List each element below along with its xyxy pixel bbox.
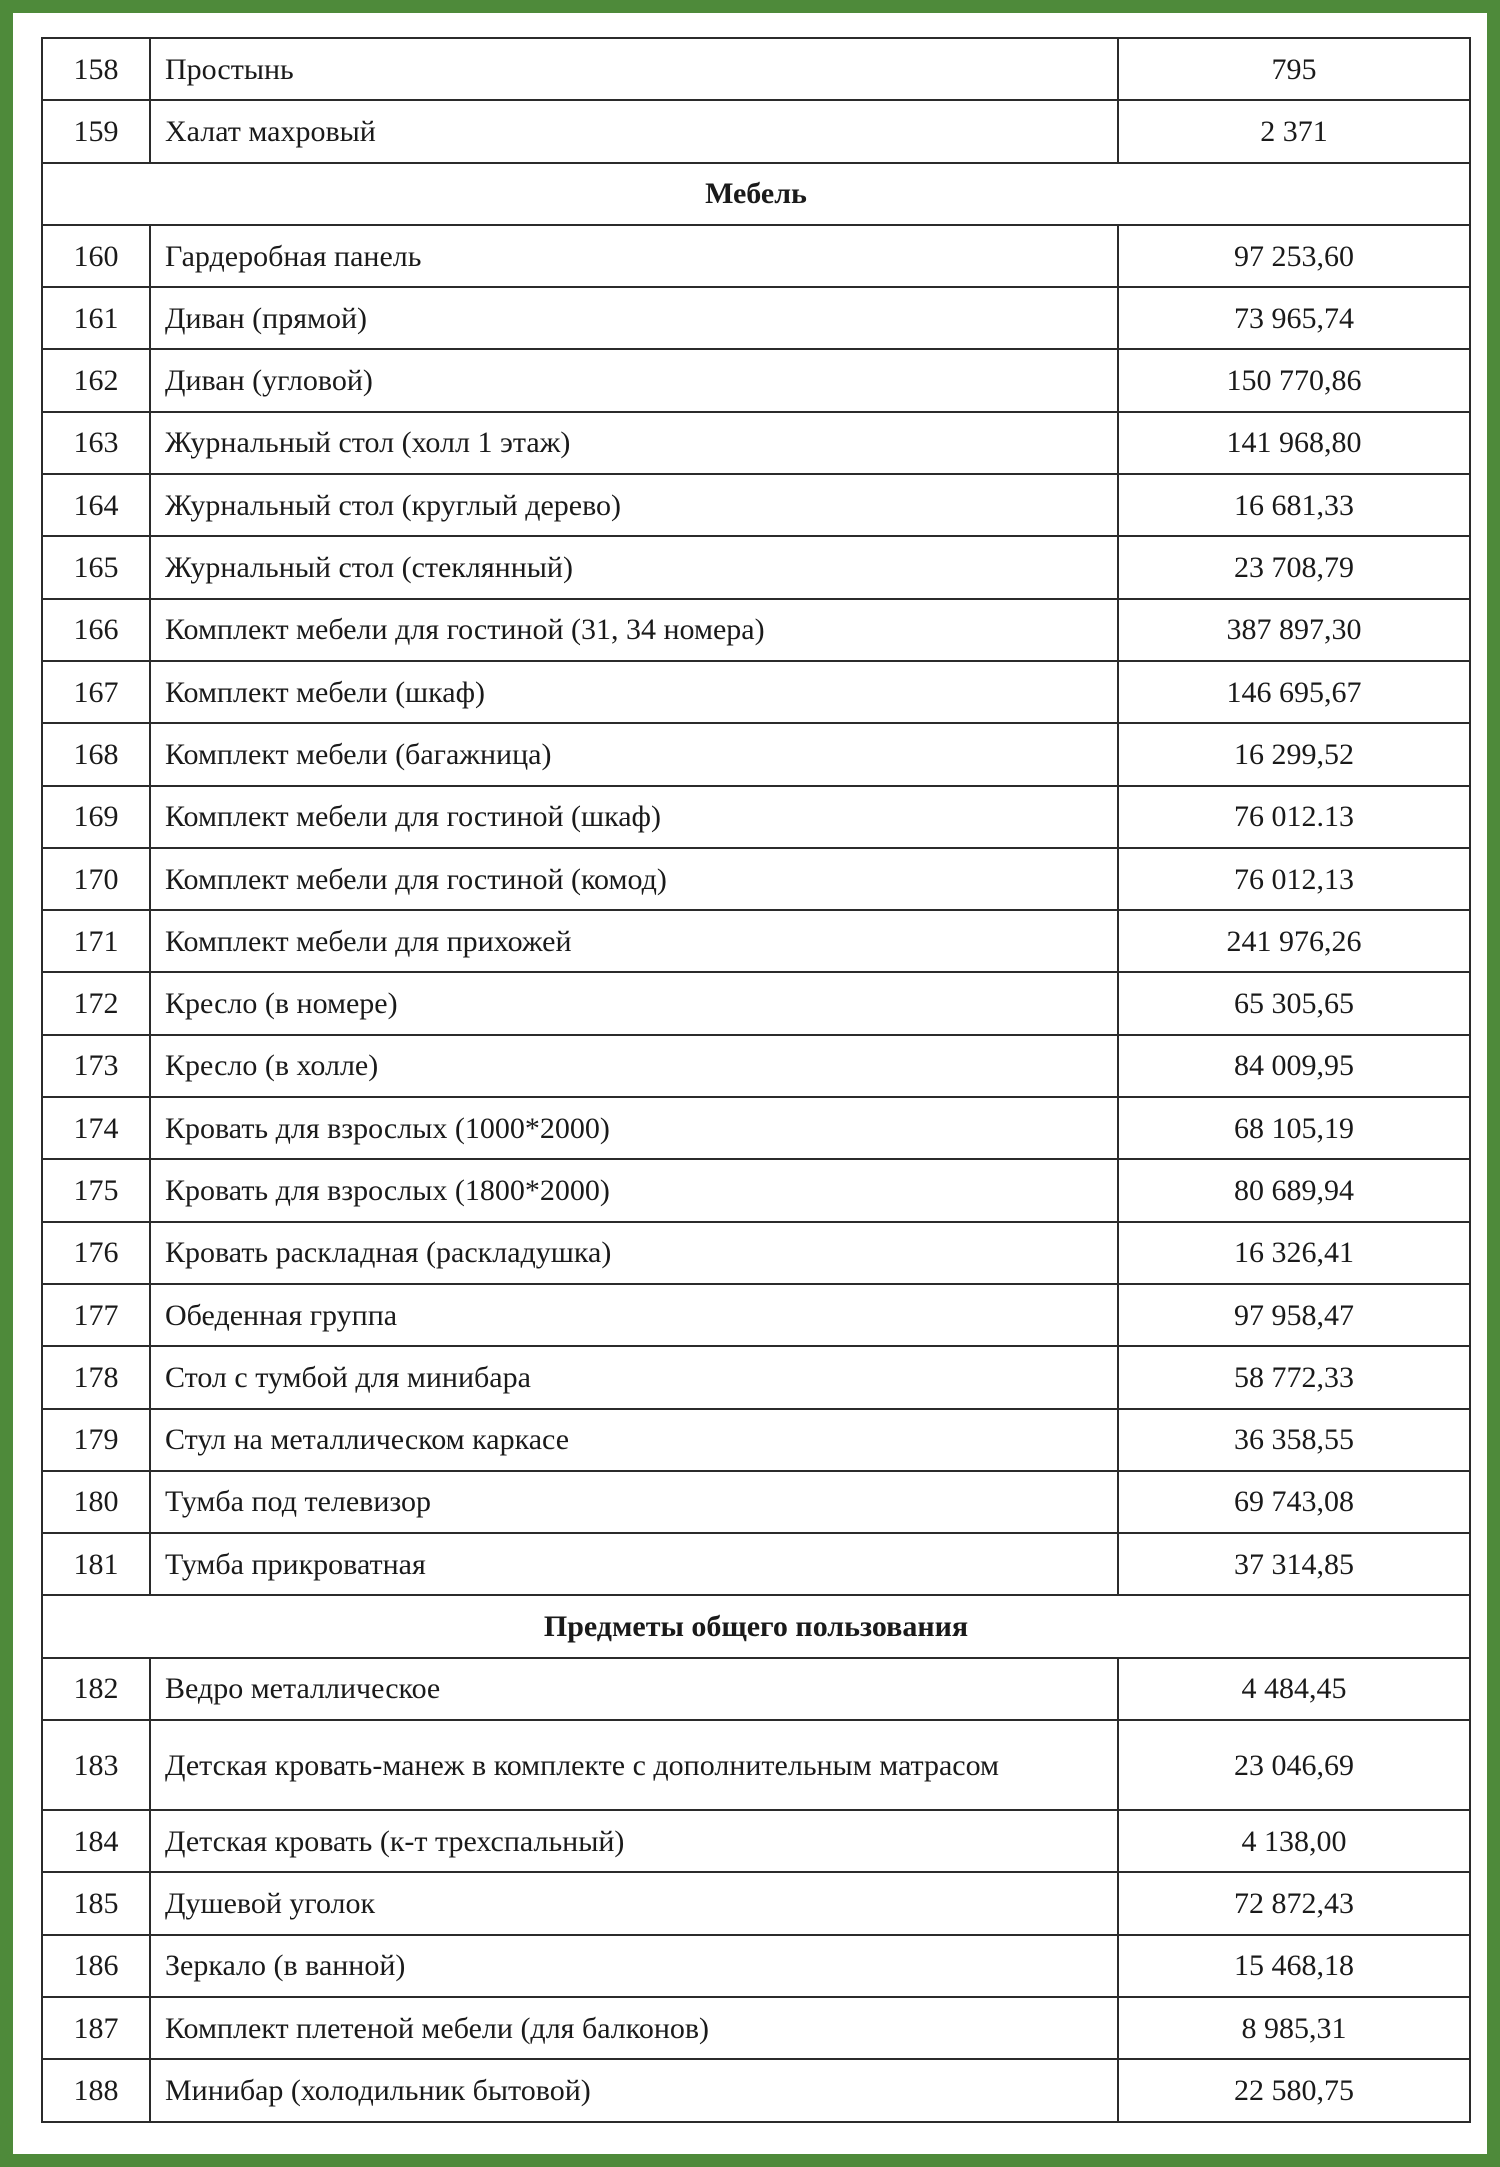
table-row <box>42 1159 1470 1221</box>
item-price: 97 253,60 <box>1118 225 1470 287</box>
item-price: 23 708,79 <box>1118 536 1470 598</box>
item-price: 16 681,33 <box>1118 474 1470 536</box>
table-row <box>42 1533 1470 1595</box>
item-number: 160 <box>42 225 150 287</box>
price-table <box>41 37 1471 2123</box>
item-name: Минибар (холодильник бытовой) <box>150 2059 1118 2121</box>
item-number: 180 <box>42 1471 150 1533</box>
item-name: Комплект плетеной мебели (для балконов) <box>150 1997 1118 2059</box>
table-row <box>42 1346 1470 1408</box>
item-name: Душевой уголок <box>150 1872 1118 1934</box>
item-name: Комплект мебели (шкаф) <box>150 661 1118 723</box>
item-number: 163 <box>42 412 150 474</box>
item-number: 159 <box>42 100 150 162</box>
table-row <box>42 38 1470 100</box>
item-name: Диван (прямой) <box>150 287 1118 349</box>
item-number: 188 <box>42 2059 150 2121</box>
item-price: 97 958,47 <box>1118 1284 1470 1346</box>
table-row <box>42 1035 1470 1097</box>
item-name: Диван (угловой) <box>150 349 1118 411</box>
item-price: 387 897,30 <box>1118 599 1470 661</box>
item-price: 84 009,95 <box>1118 1035 1470 1097</box>
table-row <box>42 1658 1470 1720</box>
item-price: 73 965,74 <box>1118 287 1470 349</box>
item-number: 182 <box>42 1658 150 1720</box>
item-number: 184 <box>42 1810 150 1872</box>
item-number: 168 <box>42 723 150 785</box>
item-price: 141 968,80 <box>1118 412 1470 474</box>
item-price: 36 358,55 <box>1118 1409 1470 1471</box>
table-row <box>42 723 1470 785</box>
table-row <box>42 1222 1470 1284</box>
item-number: 169 <box>42 786 150 848</box>
item-number: 183 <box>42 1720 150 1810</box>
item-name: Халат махровый <box>150 100 1118 162</box>
table-row <box>42 100 1470 162</box>
table-row <box>42 1872 1470 1934</box>
item-price: 16 326,41 <box>1118 1222 1470 1284</box>
item-name: Кровать раскладная (раскладушка) <box>150 1222 1118 1284</box>
item-number: 178 <box>42 1346 150 1408</box>
item-price: 150 770,86 <box>1118 349 1470 411</box>
item-name: Ведро металлическое <box>150 1658 1118 1720</box>
item-number: 186 <box>42 1935 150 1997</box>
section-title: Предметы общего пользования <box>42 1595 1470 1657</box>
table-row <box>42 661 1470 723</box>
table-row <box>42 599 1470 661</box>
item-name: Простынь <box>150 38 1118 100</box>
table-row <box>42 1409 1470 1471</box>
item-number: 175 <box>42 1159 150 1221</box>
item-number: 161 <box>42 287 150 349</box>
item-price: 68 105,19 <box>1118 1097 1470 1159</box>
item-price: 146 695,67 <box>1118 661 1470 723</box>
item-price: 16 299,52 <box>1118 723 1470 785</box>
table-row <box>42 786 1470 848</box>
item-number: 181 <box>42 1533 150 1595</box>
item-name: Комплект мебели для гостиной (шкаф) <box>150 786 1118 848</box>
item-name: Журнальный стол (холл 1 этаж) <box>150 412 1118 474</box>
table-row <box>42 1471 1470 1533</box>
item-number: 162 <box>42 349 150 411</box>
item-name: Комплект мебели для гостиной (31, 34 номера) <box>150 599 1118 661</box>
item-price: 23 046,69 <box>1118 1720 1470 1810</box>
item-name: Детская кровать (к-т трехспальный) <box>150 1810 1118 1872</box>
item-name: Комплект мебели для прихожей <box>150 910 1118 972</box>
item-name: Журнальный стол (круглый дерево) <box>150 474 1118 536</box>
table-row <box>42 1097 1470 1159</box>
item-name: Комплект мебели (багажница) <box>150 723 1118 785</box>
item-price: 4 138,00 <box>1118 1810 1470 1872</box>
item-number: 174 <box>42 1097 150 1159</box>
item-number: 176 <box>42 1222 150 1284</box>
item-number: 167 <box>42 661 150 723</box>
price-table-body <box>42 38 1470 2122</box>
table-row <box>42 1935 1470 1997</box>
table-row <box>42 1810 1470 1872</box>
item-price: 795 <box>1118 38 1470 100</box>
item-name: Стол с тумбой для минибара <box>150 1346 1118 1408</box>
item-number: 164 <box>42 474 150 536</box>
section-header-row <box>42 163 1470 225</box>
table-row <box>42 349 1470 411</box>
item-price: 15 468,18 <box>1118 1935 1470 1997</box>
item-price: 65 305,65 <box>1118 972 1470 1034</box>
item-number: 177 <box>42 1284 150 1346</box>
section-title: Мебель <box>42 163 1470 225</box>
item-number: 170 <box>42 848 150 910</box>
table-row <box>42 1284 1470 1346</box>
item-price: 69 743,08 <box>1118 1471 1470 1533</box>
item-name: Кровать для взрослых (1800*2000) <box>150 1159 1118 1221</box>
item-name: Кресло (в номере) <box>150 972 1118 1034</box>
table-row <box>42 848 1470 910</box>
table-row <box>42 1720 1470 1810</box>
table-row <box>42 2059 1470 2121</box>
table-row <box>42 910 1470 972</box>
table-row <box>42 474 1470 536</box>
item-name: Журнальный стол (стеклянный) <box>150 536 1118 598</box>
item-price: 37 314,85 <box>1118 1533 1470 1595</box>
item-number: 165 <box>42 536 150 598</box>
item-number: 173 <box>42 1035 150 1097</box>
item-name: Зеркало (в ванной) <box>150 1935 1118 1997</box>
item-number: 179 <box>42 1409 150 1471</box>
item-price: 2 371 <box>1118 100 1470 162</box>
item-name: Тумба под телевизор <box>150 1471 1118 1533</box>
item-price: 76 012,13 <box>1118 848 1470 910</box>
item-price: 76 012.13 <box>1118 786 1470 848</box>
item-name: Обеденная группа <box>150 1284 1118 1346</box>
item-price: 241 976,26 <box>1118 910 1470 972</box>
item-name: Стул на металлическом каркасе <box>150 1409 1118 1471</box>
table-row <box>42 287 1470 349</box>
item-number: 171 <box>42 910 150 972</box>
item-price: 80 689,94 <box>1118 1159 1470 1221</box>
item-number: 158 <box>42 38 150 100</box>
item-number: 187 <box>42 1997 150 2059</box>
table-row <box>42 1997 1470 2059</box>
table-row <box>42 536 1470 598</box>
item-name: Детская кровать-манеж в комплекте с дополнительным матрасом <box>150 1720 1118 1810</box>
item-price: 4 484,45 <box>1118 1658 1470 1720</box>
item-name: Тумба прикроватная <box>150 1533 1118 1595</box>
table-row <box>42 225 1470 287</box>
item-name: Гардеробная панель <box>150 225 1118 287</box>
table-row <box>42 412 1470 474</box>
item-price: 58 772,33 <box>1118 1346 1470 1408</box>
table-row <box>42 972 1470 1034</box>
item-price: 72 872,43 <box>1118 1872 1470 1934</box>
section-header-row <box>42 1595 1470 1657</box>
item-name: Кресло (в холле) <box>150 1035 1118 1097</box>
item-name: Комплект мебели для гостиной (комод) <box>150 848 1118 910</box>
item-price: 22 580,75 <box>1118 2059 1470 2121</box>
item-price: 8 985,31 <box>1118 1997 1470 2059</box>
item-number: 185 <box>42 1872 150 1934</box>
item-number: 172 <box>42 972 150 1034</box>
item-number: 166 <box>42 599 150 661</box>
item-name: Кровать для взрослых (1000*2000) <box>150 1097 1118 1159</box>
